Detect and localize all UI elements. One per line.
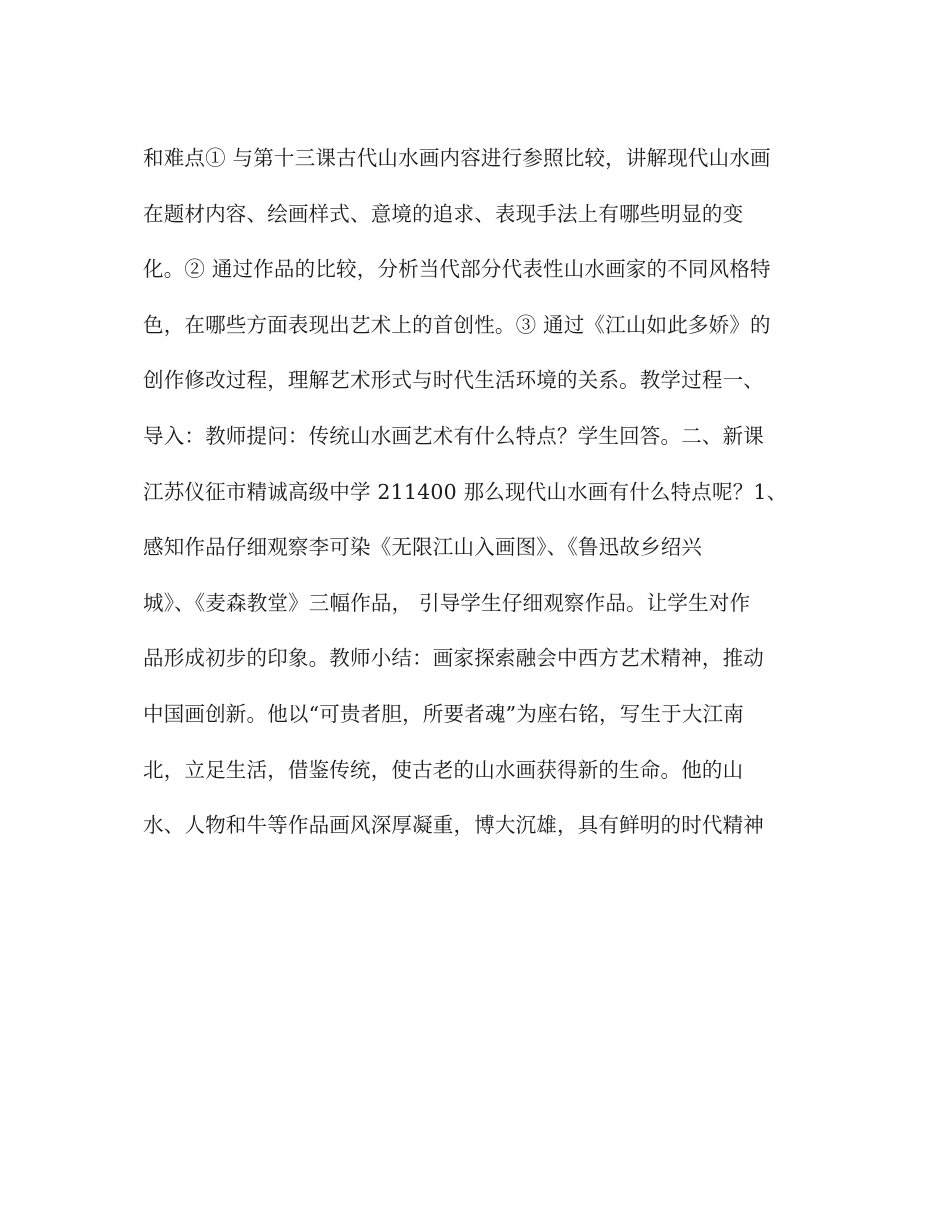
text-line-7: 江苏仪征市精诚高级中学 211400 那么现代山水画有什么特点呢？1、 — [143, 479, 788, 504]
text-line-1: 和难点① 与第十三课古代山水画内容进行参照比较，讲解现代山水画 — [143, 146, 771, 170]
text-line-4: 色，在哪些方面表现出艺术上的首创性。③ 通过《江山如此多娇》的 — [143, 312, 771, 337]
text-line-8: 感知作品仔细观察李可染《无限江山入画图》、《鲁迅故乡绍兴 — [143, 535, 703, 560]
text-line-5: 创作修改过程，理解艺术形式与时代生活环境的关系。教学过程一、 — [143, 368, 764, 393]
text-line-9: 城》、《麦森教堂》三幅作品， 引导学生仔细观察作品。让学生对作 — [143, 590, 751, 615]
text-line-10: 品形成初步的印象。教师小结：画家探索融会中西方艺术精神，推动 — [143, 646, 764, 671]
text-line-2: 在题材内容、绘画样式、意境的追求、表现手法上有哪些明显的变 — [143, 201, 744, 226]
text-line-3: 化。② 通过作品的比较，分析当代部分代表性山水画家的不同风格特 — [143, 257, 771, 282]
text-line-6: 导入：教师提问：传统山水画艺术有什么特点？学生回答。二、新课 — [143, 423, 764, 448]
text-line-11: 中国画创新。他以“可贵者胆，所要者魂”为座右铭，写生于大江南 — [143, 701, 744, 726]
body-text — [143, 138, 823, 861]
text-line-12: 北，立足生活，借鉴传统，使古老的山水画获得新的生命。他的山 — [143, 757, 744, 782]
text-line-13: 水、人物和牛等作品画风深厚凝重，博大沉雄，具有鲜明的时代精神 — [143, 813, 764, 838]
